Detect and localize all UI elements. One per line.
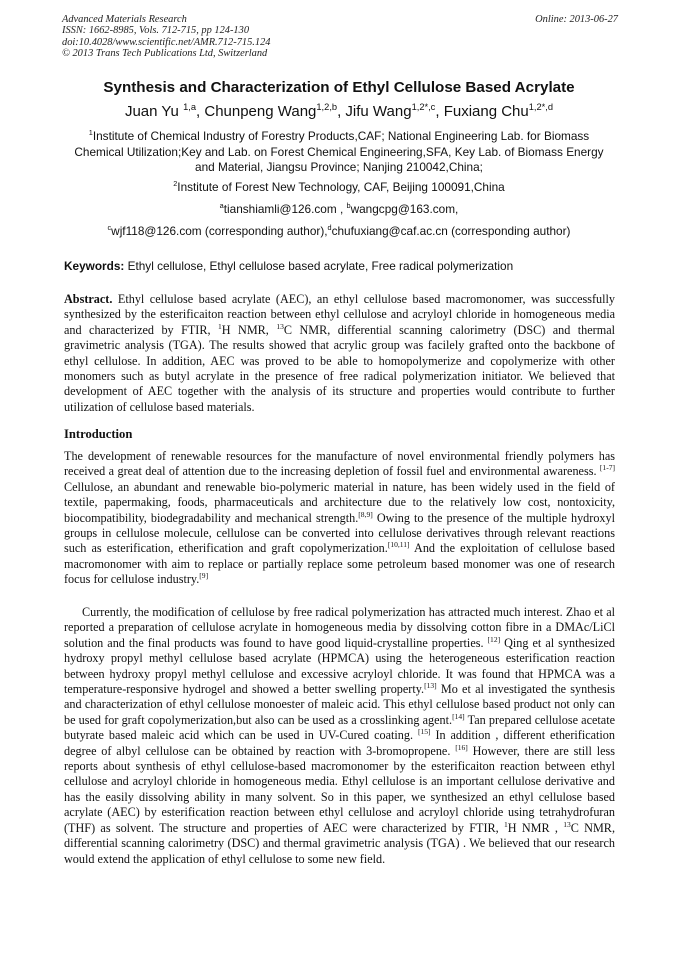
paragraph-text: The development of renewable resources for the manufacture of novel environmental friendly polymers has received a great deal of attention due to the increasing depletion of fossil fuel and environmental awareness. <box>64 449 615 479</box>
abstract-text: H NMR, <box>221 322 277 337</box>
email-address[interactable]: chufuxiang@caf.ac.cn (corresponding author) <box>331 224 571 238</box>
isotope-superscript: 13 <box>563 819 571 829</box>
paragraph-text: Owing to the presence of the multiple hydroxyl groups in cellulose molecule, cellulose can be converted into cellulose derivatives through relevant reactions such as esterification, etherification and graft copolymerization. <box>64 510 616 556</box>
journal-header <box>62 14 618 60</box>
citation[interactable]: [8,9] <box>358 509 373 519</box>
abstract-label: Abstract. <box>64 292 113 306</box>
email-address[interactable]: wangcpg@163.com, <box>350 202 459 216</box>
isotope-superscript: 13 <box>276 321 284 331</box>
author-affiliation-marker: 1,a <box>183 102 197 112</box>
author-name: Fuxiang Chu <box>443 103 529 120</box>
introduction-paragraph-2 <box>64 605 615 867</box>
citation[interactable]: [15] <box>417 727 431 737</box>
citation[interactable]: [14] <box>452 711 465 721</box>
introduction-heading: Introduction <box>64 427 133 441</box>
paragraph-text: Cellulose, an abundant and renewable bio-polymeric material in nature, has been widely used in the field of textile, papermaking, foods, pharmaceuticals and architecture due to the relatively low cost, nontoxicity, biocompatibility, biodegradability and mechanical strength. <box>64 479 615 525</box>
citation[interactable]: [1-7] <box>599 463 615 473</box>
paragraph-text: Mo et al investigated the synthesis and characterization of ethyl cellulose monoester of maleic acid. This ethyl cellulose based product not only can be used for graft copolymerization,but also can be used as a crosslinking agent. <box>64 682 615 727</box>
paragraph-text: And the exploitation of cellulose based macromonomer with aim to replace or partially replace some petroleum based monomer was one of research focus for cellulose industry. <box>64 541 615 587</box>
citation[interactable]: [9] <box>199 571 209 581</box>
author-name: Chunpeng Wang <box>204 103 317 120</box>
paragraph-text: Currently, the modification of cellulose by free radical polymerization has attracted much interest. Zhao et al reported a preparation of cellulose acrylate in homogeneous media by dissolving cotton fibre in a DMAc/LiCl solution and the final products was found to have good liquid-crystalline properties. <box>64 605 615 650</box>
journal-copyright: © 2013 Trans Tech Publications Ltd, Switzerland <box>62 48 268 60</box>
paragraph-text: C NMR, differential scanning calorimetry (DSC) and thermal gravimetric analysis (TGA) . We believed that our research would extend the application of ethyl cellulose to some new field. <box>64 820 615 866</box>
author-affiliation-marker: 1,2*,d <box>528 102 554 112</box>
email-marker: a <box>219 201 224 211</box>
citation[interactable]: [13] <box>424 680 437 690</box>
keywords-text: Ethyl cellulose, Ethyl cellulose based acrylate, Free radical polymerization <box>127 259 514 273</box>
abstract-text: Ethyl cellulose based acrylate (AEC), an ethyl cellulose based macromonomer, was successfully synthesized by the esterificaiton reaction between ethyl cellulose and acryloyl chloride in homogeneous media and characterized by FTIR, <box>64 292 616 337</box>
affiliation-text: Institute of Chemical Industry of Forestry Products,CAF; National Engineering Lab. for Biomass Chemical Utilization;Key and Lab. on Forest Chemical Engineering,SFA, Key Lab. of Biomass Energy and Material, Jiangsu Province; Nanjing 210042,China; <box>74 129 604 174</box>
paper-title: Synthesis and Characterization of Ethyl Cellulose Based Acrylate <box>103 79 575 96</box>
citation[interactable]: [10,11] <box>387 540 410 550</box>
abstract-text: C NMR, differential scanning calorimetry (DSC) and thermal gravimetric analysis (TGA). The results showed that acrylic group was facilely grafted onto the backbone of ethyl cellulose. In addition, AEC was proved to be able to homopolymerize and copolymerize with other monomers such as butyl acrylate in the presence of free radical polymerization initiator. We believed that development of AEC together with the analysis of its structure and properties would contribute to further utilization of cellulose based materials. <box>64 322 616 414</box>
author-affiliation-marker: 1,2,b <box>316 102 338 112</box>
affiliation-marker: 2 <box>173 179 178 189</box>
keywords-label: Keywords: <box>64 259 125 273</box>
affiliation-text: Institute of Forest New Technology, CAF, Beijing 100091,China <box>177 180 505 194</box>
author-list: Juan Yu $^{1,a}$, Chunpeng Wang$^{1,2,b}$, Jifu Wang$^{1,2*,c}$, Fuxiang Chu$^{1,2*,d}$ <box>124 102 554 120</box>
introduction-paragraph-1 <box>64 449 615 588</box>
journal-doi: doi:10.4028/www.scientific.net/AMR.712-715.124 <box>62 36 271 48</box>
email-line-1 <box>0 202 678 217</box>
author-name: Juan Yu <box>124 103 179 120</box>
online-date: Online: 2013-06-27 <box>535 14 618 25</box>
email-address[interactable]: wjf118@126.com (corresponding author), <box>111 224 328 238</box>
citation[interactable]: [16] <box>455 742 468 752</box>
affiliation-2 <box>66 180 612 196</box>
citation[interactable]: [12] <box>487 634 501 644</box>
email-marker: b <box>346 201 351 211</box>
paragraph-text: In addition , different etherification degree of albyl cellulose can be obtained by reaction with 3-bromopropene. <box>64 728 615 758</box>
email-line-2 <box>0 224 678 239</box>
isotope-superscript: 1 <box>503 819 508 829</box>
keywords <box>64 259 620 274</box>
journal-issn: ISSN: 1662-8985, Vols. 712-715, pp 124-130 <box>62 25 250 37</box>
affiliation-1 <box>66 129 612 176</box>
email-address[interactable]: tianshiamli@126.com <box>223 202 337 216</box>
email-marker: c <box>107 223 112 233</box>
isotope-superscript: 1 <box>218 321 222 331</box>
author-affiliation-marker: 1,2*,c <box>411 102 436 112</box>
paragraph-text: Qing et al synthesized hydroxy propyl methyl cellulose based acrylate (HPMCA) using the heterogeneous esterification reaction between hydroxy propyl methyl cellulose and excessive acryloyl chloride. It was found that HPMCA was a temperature-responsive hydrogel and showed a better swelling property. <box>64 635 615 697</box>
author-name: Jifu Wang <box>345 103 412 120</box>
email-separator: , <box>336 202 347 216</box>
paragraph-text: Tan prepared cellulose acetate butyrate based maleic acid which can be used in UV-Cured coating. <box>64 712 616 743</box>
abstract <box>64 292 615 415</box>
paragraph-text: However, there are still less reports about synthesis of ethyl cellulose-based macromonomer by the esterificaiton reaction between ethyl cellulose and acryloyl chloride in homogeneous media. Ethyl cellulose is an important cellulose derivative and has the easily dissolving ability in many solvent. So in this paper, we synthesized an ethyl cellulose based acrylate (AEC) by esterification reaction between ethyl cellulose and acryloyl chloride using tetrahydrofuran (THF) as solvent. The structure and properties of AEC were characterized by FTIR, <box>64 743 615 835</box>
email-marker: d <box>327 223 332 233</box>
affiliation-marker: 1 <box>88 128 93 138</box>
journal-name: Advanced Materials Research <box>62 14 187 25</box>
paragraph-text: H NMR , <box>507 820 564 835</box>
